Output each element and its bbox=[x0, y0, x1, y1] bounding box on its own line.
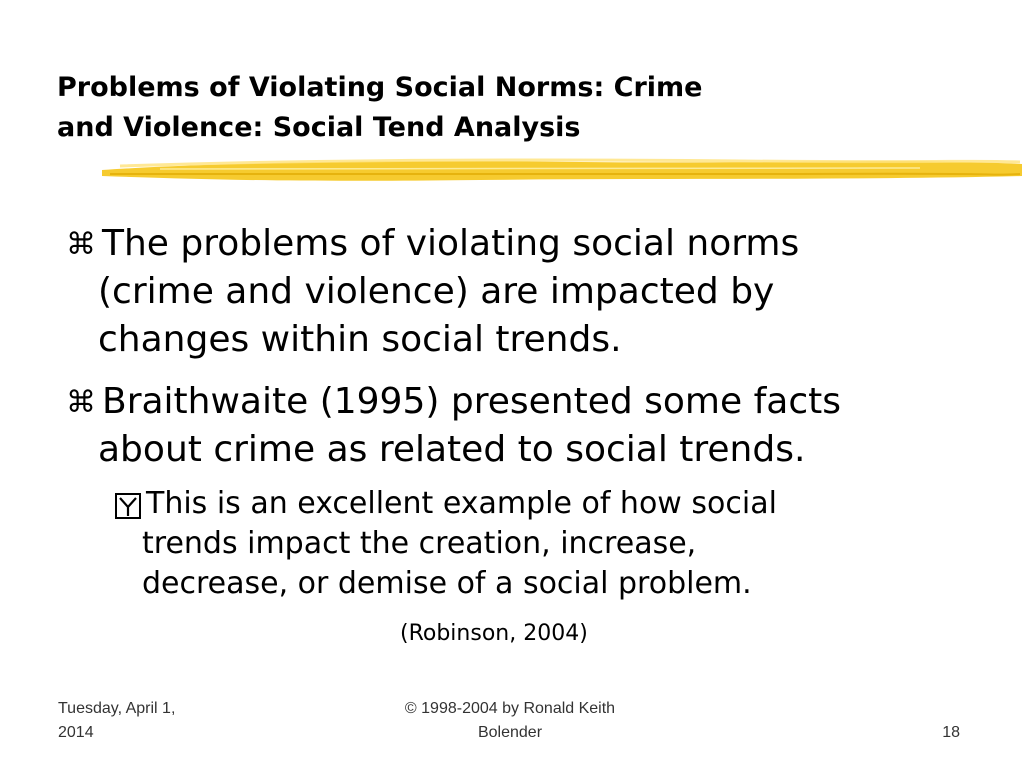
citation: (Robinson, 2004) bbox=[400, 621, 588, 646]
bullet-2-line-2: about crime as related to social trends. bbox=[98, 429, 806, 470]
bullet-1-line-1: The problems of violating social norms bbox=[102, 223, 800, 264]
y-checkbox-icon bbox=[114, 492, 142, 520]
slide-title bbox=[57, 68, 937, 148]
footer-copyright bbox=[360, 697, 660, 745]
sub-bullet-line-2: trends impact the creation, increase, bbox=[142, 526, 697, 561]
bullet-2 bbox=[66, 378, 966, 474]
footer-date-line-2: 2014 bbox=[58, 724, 94, 741]
command-bullet-icon: ⌘ bbox=[66, 227, 96, 262]
title-line-1: Problems of Violating Social Norms: Crime bbox=[57, 72, 703, 103]
bullet-2-line-1: Braithwaite (1995) presented some facts bbox=[102, 381, 841, 422]
footer-copyright-line-2: Bolender bbox=[477, 724, 543, 741]
yellow-brush-stroke bbox=[100, 150, 1024, 186]
page-number: 18 bbox=[942, 724, 960, 741]
sub-bullet-line-3: decrease, or demise of a social problem. bbox=[142, 566, 752, 601]
footer-date-line-1: Tuesday, April 1, bbox=[58, 700, 176, 717]
bullet-1 bbox=[66, 220, 966, 364]
sub-bullet bbox=[114, 484, 944, 604]
command-bullet-icon: ⌘ bbox=[66, 385, 96, 420]
sub-bullet-line-1: This is an excellent example of how social bbox=[146, 486, 777, 521]
title-line-2: and Violence: Social Tend Analysis bbox=[57, 112, 581, 143]
bullet-1-line-2: (crime and violence) are impacted by bbox=[98, 271, 775, 312]
footer-copyright-line-1: © 1998-2004 by Ronald Keith bbox=[404, 700, 616, 717]
bullet-1-line-3: changes within social trends. bbox=[98, 319, 622, 360]
footer-date bbox=[58, 697, 258, 745]
